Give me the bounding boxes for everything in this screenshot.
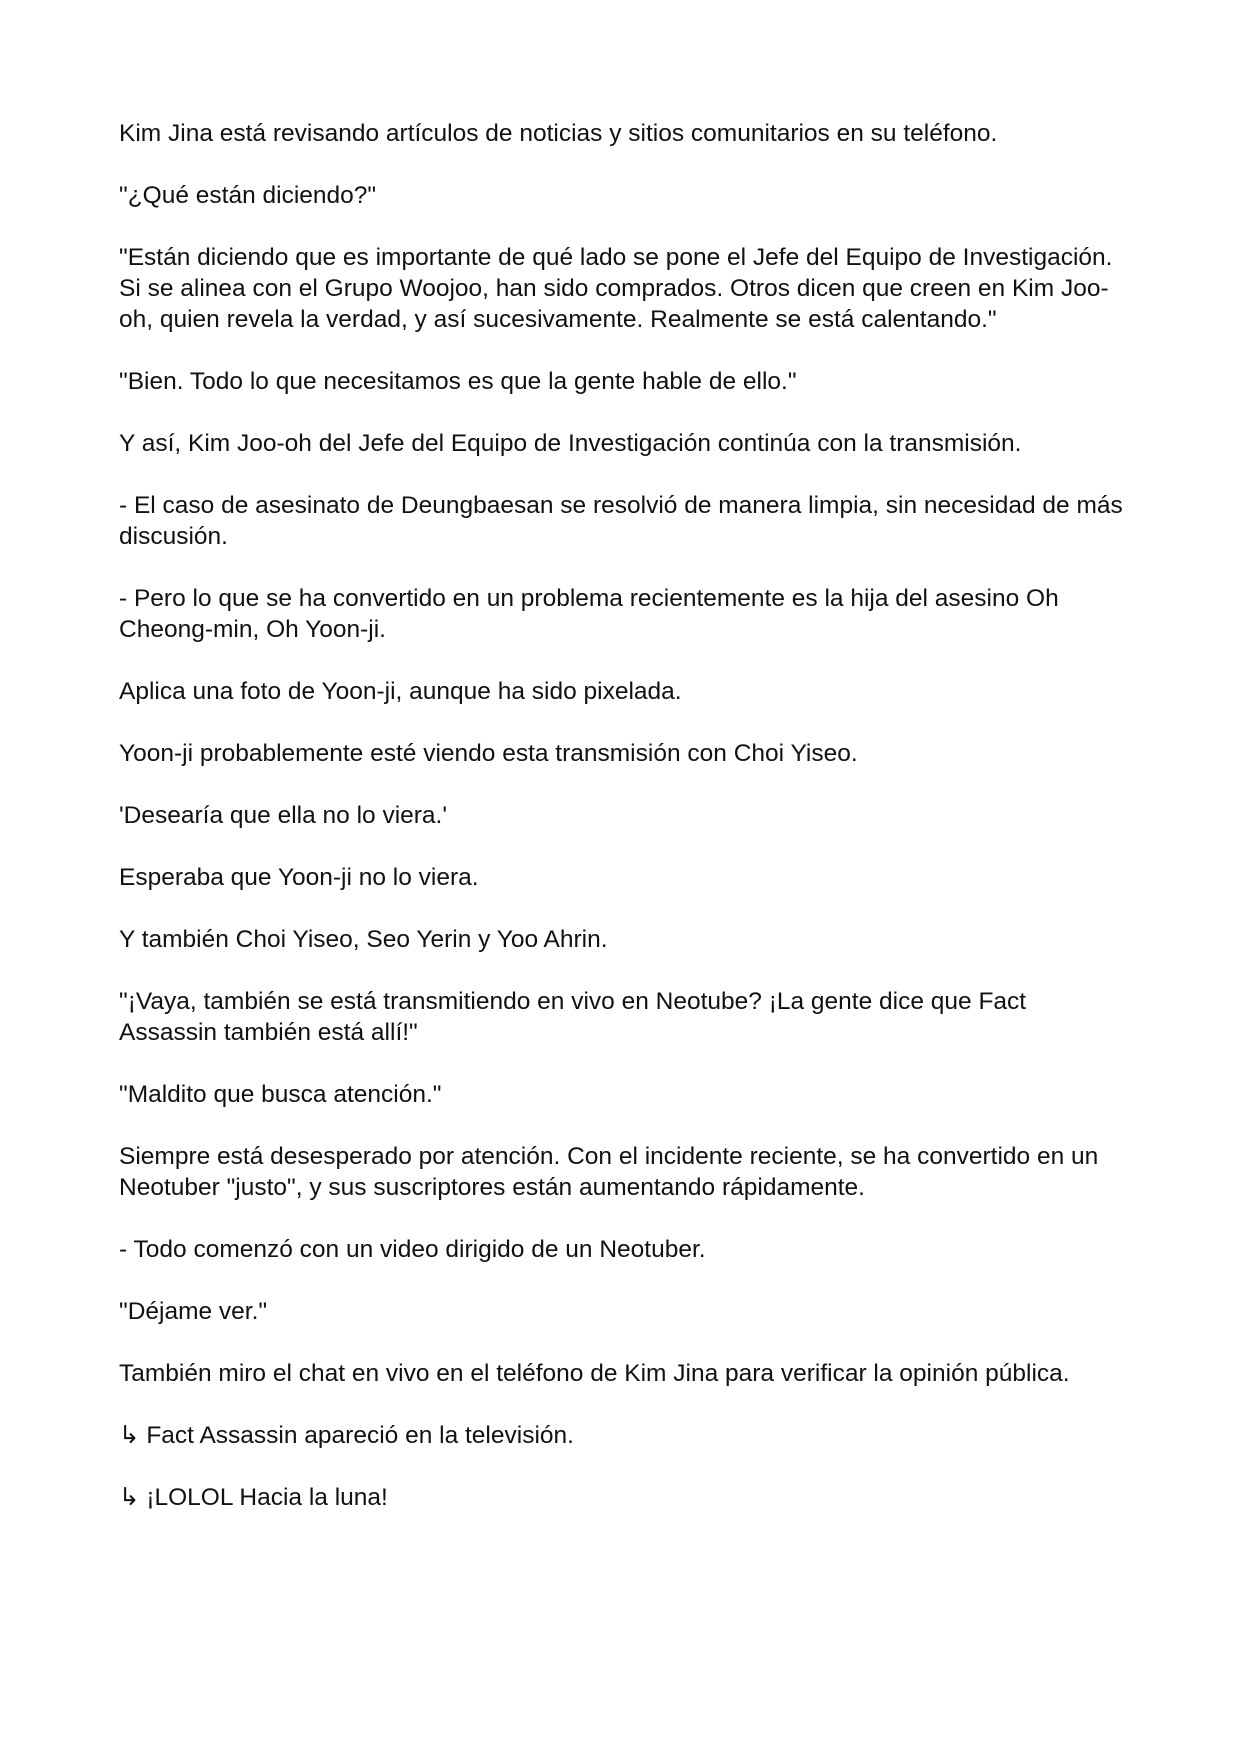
chat-message: ↳ Fact Assassin apareció en la televisión. [119,1422,574,1449]
paragraph: "¿Qué están diciendo?" [119,182,377,209]
paragraph: Yoon-ji probablemente esté viendo esta transmisión con Choi Yiseo. [119,740,858,767]
chat-message: ↳ ¡LOLOL Hacia la luna! [119,1484,388,1511]
paragraph: Y así, Kim Joo-oh del Jefe del Equipo de Investigación continúa con la transmisión. [119,430,1022,457]
paragraph: También miro el chat en vivo en el teléfono de Kim Jina para verificar la opinión pública. [119,1360,1070,1387]
paragraph: Kim Jina está revisando artículos de noticias y sitios comunitarios en su teléfono. [119,120,998,147]
paragraph: "Déjame ver." [119,1298,268,1325]
paragraph: Siempre está desesperado por atención. Con el incidente reciente, se ha convertido en un Neotuber "justo", y sus suscriptores están aumentando rápidamente. [119,1143,1099,1201]
paragraph: 'Desearía que ella no lo viera.' [119,802,448,829]
paragraph: Aplica una foto de Yoon-ji, aunque ha sido pixelada. [119,678,682,705]
document-body [119,118,1129,1544]
paragraph: "¡Vaya, también se está transmitiendo en vivo en Neotube? ¡La gente dice que Fact Assassin también está allí!" [119,988,1027,1046]
paragraph: - El caso de asesinato de Deungbaesan se resolvió de manera limpia, sin necesidad de más discusión. [119,492,1123,550]
paragraph: Esperaba que Yoon-ji no lo viera. [119,864,479,891]
paragraph: - Pero lo que se ha convertido en un problema recientemente es la hija del asesino Oh Cheong-min, Oh Yoon-ji. [119,585,1059,643]
paragraph: "Maldito que busca atención." [119,1081,442,1108]
paragraph: "Bien. Todo lo que necesitamos es que la gente hable de ello." [119,368,797,395]
paragraph: Y también Choi Yiseo, Seo Yerin y Yoo Ahrin. [119,926,608,953]
paragraph: - Todo comenzó con un video dirigido de un Neotuber. [119,1236,706,1263]
paragraph: "Están diciendo que es importante de qué lado se pone el Jefe del Equipo de Investigación. Si se alinea con el Grupo Woojoo, han sido comprados. Otros dicen que creen en Kim Joo-oh, quien revela la verdad, y así sucesivamente. Realmente se está calentando." [119,244,1113,333]
